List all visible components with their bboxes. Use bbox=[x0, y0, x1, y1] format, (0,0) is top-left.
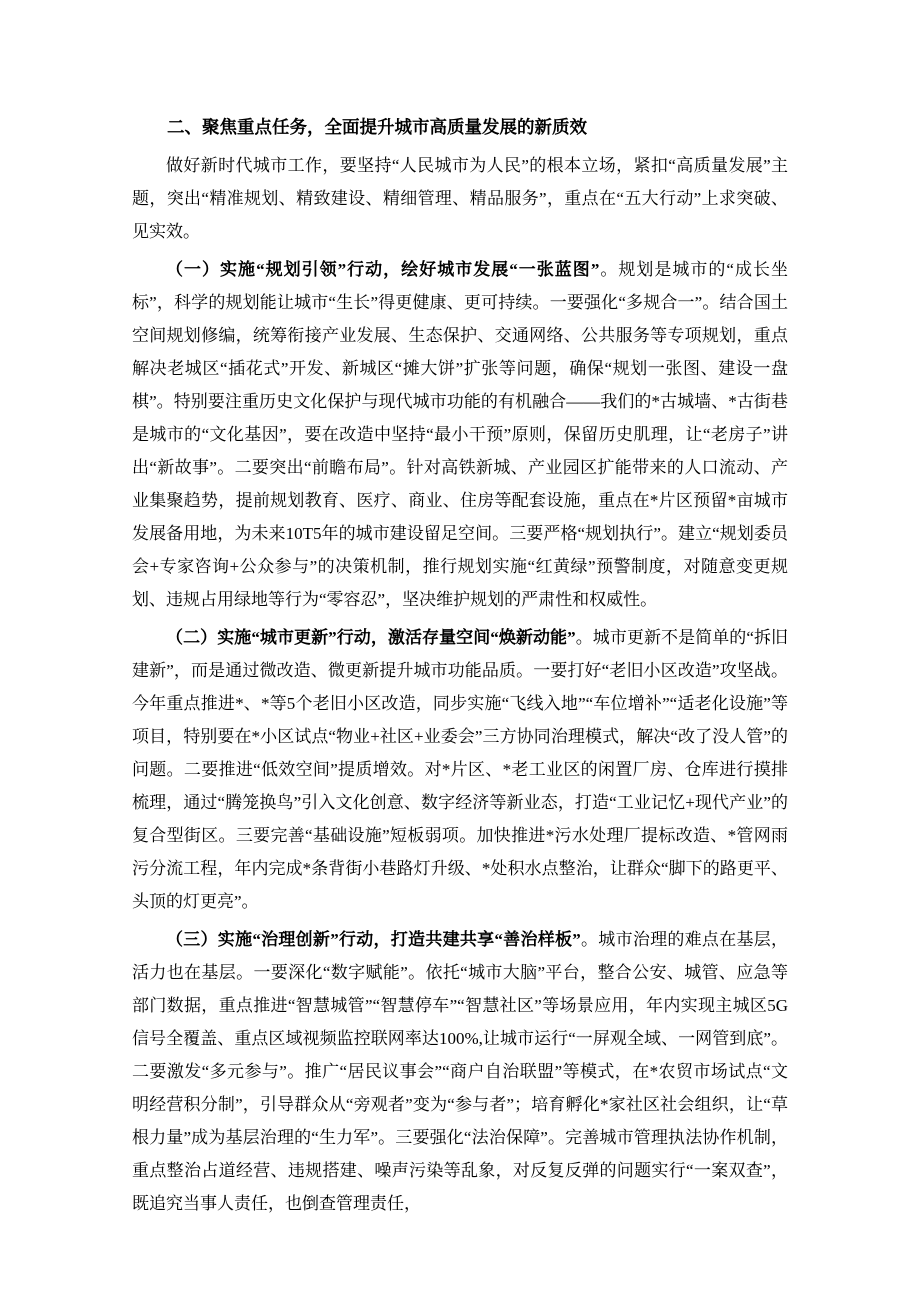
paragraph-text: 做好新时代城市工作，要坚持“人民城市为人民”的根本立场，紧扣“高质量发展”主题，突出“精准规划、精致建设、精细管理、精品服务”，重点在“五大行动”上求突破、见实效。 bbox=[132, 156, 788, 241]
document-body bbox=[132, 111, 788, 1220]
paragraph-text: 。城市治理的难点在基层，活力也在基层。一要深化“数字赋能”。依托“城市大脑”平台，整合公安、城管、应急等部门数据，重点推进“智慧城管”“智慧停车”“智慧社区”等场景应用，年内实现主城区5G信号全覆盖、重点区域视频监控联网率达100%,让城市运行“一屏观全域、一网管到底”。二要激发“多元参与”。推广“居民议事会”“商户自治联盟”等模式，在*农贸市场试点“文明经营积分制”，引导群众从“旁观者”变为“参与者”；培育孵化*家社区社会组织，让“草根力量”成为基层治理的“生力军”。三要强化“法治保障”。完善城市管理执法协作机制，重点整治占道经营、违规搭建、噪声污染等乱象，对反复反弹的问题实行“一案双查”，既追究当事人责任，也倒查管理责任， bbox=[132, 930, 789, 1213]
paragraph-lead: （三）实施“治理创新”行动，打造共建共享“善治样板” bbox=[166, 930, 581, 949]
paragraph-lead: （二）实施“城市更新”行动，激活存量空间“焕新动能” bbox=[166, 628, 576, 647]
paragraph-lead: （一）实施“规划引领”行动，绘好城市发展“一张蓝图” bbox=[166, 260, 600, 279]
paragraph-intro bbox=[132, 149, 788, 248]
paragraph-action-2 bbox=[132, 621, 788, 918]
paragraph-text: 。城市更新不是简单的“拆旧建新”，而是通过微改造、微更新提升城市功能品质。一要打好“老旧小区改造”攻坚战。今年重点推进*、*等5个老旧小区改造，同步实施“飞线入地”“车位增补”“适老化设施”等项目，特别要在*小区试点“物业+社区+业委会”三方协同治理模式，解决“改了没人管”的问题。二要推进“低效空间”提质增效。对*片区、*老工业区的闲置厂房、仓库进行摸排梳理，通过“腾笼换鸟”引入文化创意、数字经济等新业态，打造“工业记忆+现代产业”的复合型街区。三要完善“基础设施”短板弱项。加快推进*污水处理厂提标改造、*管网雨污分流工程，年内完成*条背街小巷路灯升级、*处积水点整治，让群众“脚下的路更平、头顶的灯更亮”。 bbox=[132, 628, 789, 911]
section-heading: 二、聚焦重点任务，全面提升城市高质量发展的新质效 bbox=[167, 117, 587, 137]
paragraph-action-1 bbox=[132, 253, 788, 616]
paragraph-action-3 bbox=[132, 923, 788, 1220]
paragraph-text: 。规划是城市的“成长坐标”，科学的规划能让城市“生长”得更健康、更可持续。一要强化“多规合一”。结合国土空间规划修编，统筹衔接产业发展、生态保护、交通网络、公共服务等专项规划，重点解决老城区“插花式”开发、新城区“摊大饼”扩张等问题，确保“规划一张图、建设一盘棋”。特别要注重历史文化保护与现代城市功能的有机融合——我们的*古城墙、*古街巷是城市的“文化基因”，要在改造中坚持“最小干预”原则，保留历史肌理，让“老房子”讲出“新故事”。二要突出“前瞻布局”。针对高铁新城、产业园区扩能带来的人口流动、产业集聚趋势，提前规划教育、医疗、商业、住房等配套设施，重点在*片区预留*亩城市发展备用地，为未来10T5年的城市建设留足空间。三要严格“规划执行”。建立“规划委员会+专家咨询+公众参与”的决策机制，推行规划实施“红黄绿”预警制度，对随意变更规划、违规占用绿地等行为“零容忍”，坚决维护规划的严肃性和权威性。 bbox=[132, 260, 789, 609]
